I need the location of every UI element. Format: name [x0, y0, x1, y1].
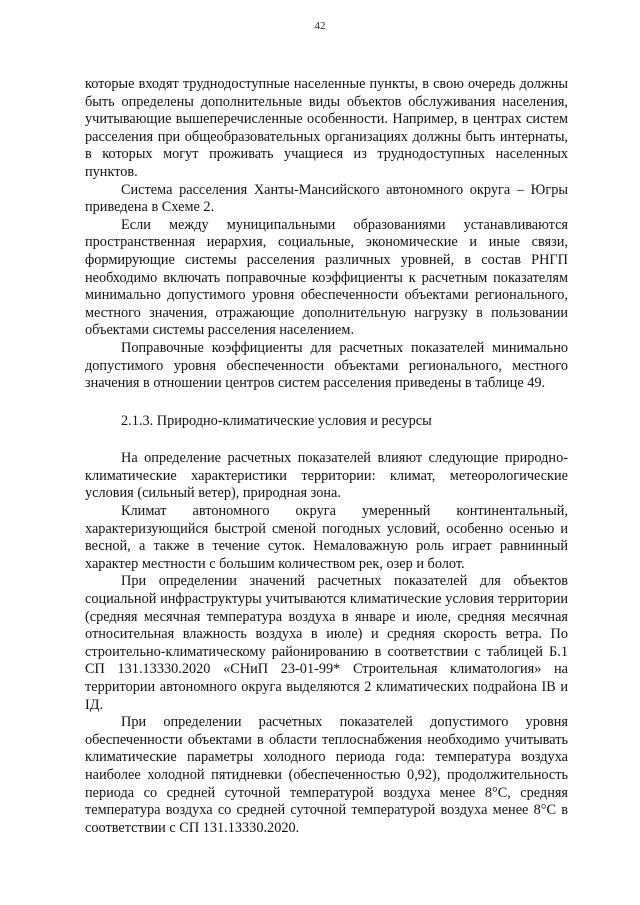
paragraph-heat-supply: При определении расчетных показателей допустимого уровня обеспеченности объектами в области теплоснабжения необходимо учитывать климатические параметры холодного периода года: температура воздуха наиболее холодной пятидневки (обеспеченностью 0,92), продолжительность периода со средней суточной температурой воздуха менее 8°С, средняя температура воздуха со средней суточной температурой воздуха менее 8°С в соответствии с СП 131.13330.2020.: [85, 714, 568, 836]
paragraph-correction-table: Поправочные коэффициенты для расчетных показателей минимально допустимого уровня обеспеченности объектами регионального, местного значения в отношении центров систем расселения приведены в таблице 49.: [85, 339, 568, 392]
section-heading: 2.1.3. Природно-климатические условия и ресурсы: [121, 412, 432, 429]
paragraph-social-infrastructure: При определении значений расчетных показателей для объектов социальной инфраструктуры учитываются климатические условия территории (средняя месячная температура воздуха в январе и июле, средняя месячная относительная влажность воздуха в июле) и средняя скорость ветра. По строительно-климатическому районированию в соответствии с таблицей Б.1 СП 131.13330.2020 «СНиП 23-01-99* Строительная климатология» на территории автономного округа выделяются 2 климатических подрайона IВ и IД.: [85, 573, 568, 713]
page-body: [85, 76, 568, 837]
paragraph-correction-hierarchy: Если между муниципальными образованиями устанавливаются пространственная иерархия, социальные, экономические и иные связи, формирующие системы расселения различных уровней, в состав РНГП необходимо включать поправочные коэффициенты к расчетным показателям минимально допустимого уровня обеспеченности объектами регионального, местного значения, отражающие дополнительную нагрузку в пользовании объектами системы расселения населением.: [85, 216, 568, 339]
page-number: 42: [314, 20, 326, 32]
paragraph-settlement-system: Система расселения Ханты-Мансийского автономного округа – Югры приведена в Схеме 2.: [85, 181, 568, 216]
paragraph-climate-factors: На определение расчетных показателей влияют следующие природно-климатические характеристики территории: климат, метеорологические условия (сильный ветер), природная зона.: [85, 450, 568, 502]
paragraph-interschools: которые входят труднодоступные населенные пункты, в свою очередь должны быть определены дополнительные виды объектов обслуживания населения, учитывающие вышеперечисленные особенности. Например, в центрах систем расселения при общеобразовательных организациях должны быть интернаты, в которых могут проживать учащиеся из труднодоступных населенных пунктов.: [85, 76, 568, 180]
paragraph-climate-description: Климат автономного округа умеренный континентальный, характеризующийся быстрой сменой погодных условий, особенно осенью и весной, а также в течение суток. Немаловажную роль играет равнинный характер местности с большим количеством рек, озер и болот.: [85, 503, 568, 572]
